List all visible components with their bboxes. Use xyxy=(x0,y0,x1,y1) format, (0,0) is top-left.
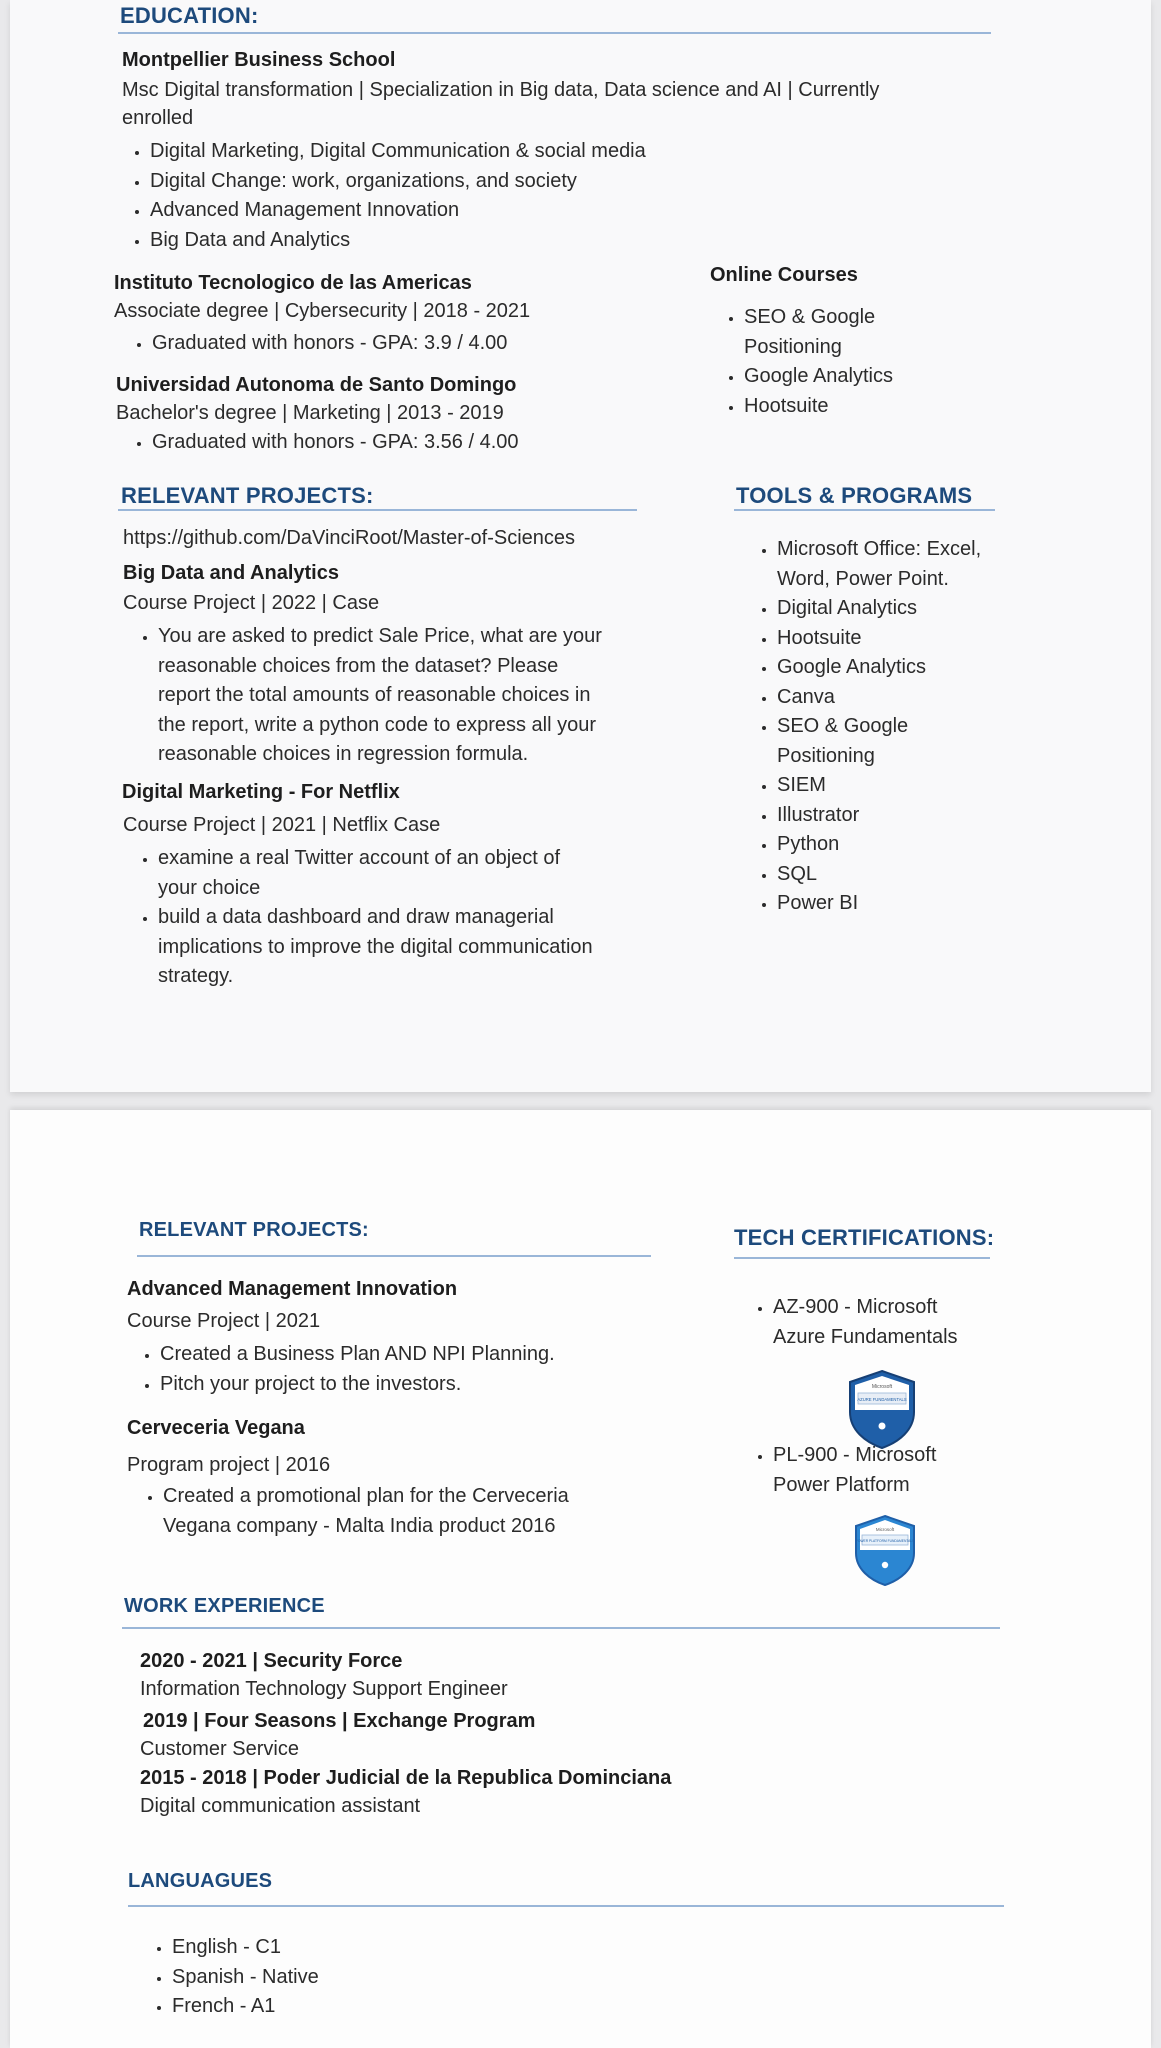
list-item: • Advanced Management Innovation xyxy=(150,196,646,226)
job-1-head: 2020 - 2021 | Security Force xyxy=(140,1650,403,1672)
education-heading: EDUCATION: xyxy=(120,3,259,28)
itla-notes xyxy=(126,329,507,359)
tools-list xyxy=(751,535,981,919)
list-item-cont: strategy. xyxy=(158,965,234,987)
languages-heading: LANGUAGUES xyxy=(128,1870,273,1892)
list-item: • Spanish - Native xyxy=(172,1963,319,1993)
list-item: • Hootsuite xyxy=(777,624,981,654)
uasd-notes xyxy=(126,428,519,458)
languages-rule xyxy=(128,1905,1004,1907)
list-item-cont: Power Platform xyxy=(773,1473,910,1496)
list-item: • PL-900 - Microsoft xyxy=(773,1441,936,1471)
school-montpellier: Montpellier Business School xyxy=(122,49,396,71)
list-item-cont: Word, Power Point. xyxy=(777,567,949,590)
list-item: • Illustrator xyxy=(777,801,981,831)
list-item: • Created a promotional plan for the Cerveceria xyxy=(163,1482,569,1512)
project-big-data-title: Big Data and Analytics xyxy=(123,562,339,584)
job-2-head: 2019 | Four Seasons | Exchange Program xyxy=(143,1710,536,1732)
list-item-cont: reasonable choices in regression formula. xyxy=(158,743,529,765)
list-item-cont: report the total amounts of reasonable choices in xyxy=(158,684,591,706)
projects-rule xyxy=(118,509,637,511)
list-item-cont: your choice xyxy=(158,876,261,899)
projects2-heading: RELEVANT PROJECTS: xyxy=(139,1219,369,1241)
project-ami-meta: Course Project | 2021 xyxy=(127,1310,321,1332)
project-netflix-title: Digital Marketing - For Netflix xyxy=(122,781,400,803)
list-item: • Google Analytics xyxy=(777,653,981,683)
azure-fundamentals-badge-icon xyxy=(844,1368,920,1450)
list-item-cont: reasonable choices from the dataset? Please xyxy=(158,654,559,677)
cert-pl-item xyxy=(747,1441,936,1500)
badge-az-label: AZURE FUNDAMENTALS xyxy=(857,1397,907,1402)
languages-list xyxy=(146,1933,319,2022)
job-3-head: 2015 - 2018 | Poder Judicial de la Republica Dominciana xyxy=(140,1767,672,1789)
school-uasd: Universidad Autonoma de Santo Domingo xyxy=(116,374,517,396)
badge-pl-label: POWER PLATFORM FUNDAMENTALS xyxy=(855,1539,915,1543)
list-item: • Canva xyxy=(777,683,981,713)
list-item: • SEO & Google xyxy=(777,712,981,742)
online-courses-heading: Online Courses xyxy=(710,264,858,286)
online-courses-list xyxy=(718,303,893,421)
degree-montpellier-cont: enrolled xyxy=(122,107,194,129)
list-item: • Digital Marketing, Digital Communication & social media xyxy=(150,137,646,167)
project-big-data-desc xyxy=(132,622,602,770)
list-item: • Graduated with honors - GPA: 3.9 / 4.00 xyxy=(152,329,507,359)
project-vegana-desc xyxy=(137,1482,569,1541)
list-item: • build a data dashboard and draw managerial xyxy=(158,903,593,933)
project-netflix-desc xyxy=(132,844,593,992)
list-item: • Power BI xyxy=(777,889,981,919)
project-ami-list xyxy=(134,1340,555,1399)
list-item: • SQL xyxy=(777,860,981,890)
job-2-role: Customer Service xyxy=(140,1738,299,1760)
degree-montpellier: Msc Digital transformation | Specialization in Big data, Data science and AI | Currently xyxy=(122,79,880,101)
list-item: • Microsoft Office: Excel, xyxy=(777,535,981,565)
degree-itla: Associate degree | Cybersecurity | 2018 - 2021 xyxy=(114,300,531,322)
project-ami-title: Advanced Management Innovation xyxy=(127,1278,458,1300)
projects-heading: RELEVANT PROJECTS: xyxy=(121,483,374,508)
list-item-cont: implications to improve the digital communication xyxy=(158,935,593,958)
projects2-rule xyxy=(137,1255,651,1257)
list-item: • French - A1 xyxy=(172,1992,319,2022)
list-item: • Digital Analytics xyxy=(777,594,981,624)
tools-heading: TOOLS & PROGRAMS xyxy=(736,483,973,508)
work-rule xyxy=(122,1627,1000,1629)
resume-page-1 xyxy=(10,0,1151,1092)
tools-rule xyxy=(734,509,995,511)
job-3-role: Digital communication assistant xyxy=(140,1795,421,1817)
degree-uasd: Bachelor's degree | Marketing | 2013 - 2019 xyxy=(116,402,504,424)
job-1-role: Information Technology Support Engineer xyxy=(140,1678,508,1700)
project-netflix-meta: Course Project | 2021 | Netflix Case xyxy=(123,814,441,836)
list-item: • examine a real Twitter account of an object of xyxy=(158,844,593,874)
list-item: • SEO & Google xyxy=(744,303,893,333)
list-item: • Digital Change: work, organizations, and society xyxy=(150,167,646,197)
list-item: • SIEM xyxy=(777,771,981,801)
list-item-cont: the report, write a python code to express all your xyxy=(158,713,597,736)
list-item: • AZ-900 - Microsoft xyxy=(773,1293,958,1323)
list-item: • Big Data and Analytics xyxy=(150,226,646,256)
list-item: • Google Analytics xyxy=(744,362,893,392)
list-item: • Pitch your project to the investors. xyxy=(160,1370,555,1400)
cert-az-item xyxy=(747,1293,958,1352)
badge-brand: Microsoft xyxy=(875,1527,895,1532)
work-heading: WORK EXPERIENCE xyxy=(124,1595,325,1617)
list-item-cont: Vegana company - Malta India product 2016 xyxy=(163,1514,556,1537)
school-itla: Instituto Tecnologico de las Americas xyxy=(114,272,472,294)
github-link[interactable]: https://github.com/DaVinciRoot/Master-of-Sciences xyxy=(123,527,576,549)
badge-brand: Microsoft xyxy=(871,1384,893,1390)
resume-page-2 xyxy=(10,1110,1151,2048)
certs-rule xyxy=(734,1257,990,1259)
list-item: • Python xyxy=(777,830,981,860)
project-vegana-meta: Program project | 2016 xyxy=(127,1454,331,1476)
list-item: • You are asked to predict Sale Price, what are your xyxy=(158,622,602,652)
list-item: • Created a Business Plan AND NPI Planning. xyxy=(160,1340,555,1370)
list-item-cont: Positioning xyxy=(744,335,842,358)
list-item: • Hootsuite xyxy=(744,392,893,422)
list-item-cont: Azure Fundamentals xyxy=(773,1325,958,1348)
certs-heading: TECH CERTIFICATIONS: xyxy=(734,1225,995,1250)
power-platform-badge-icon xyxy=(850,1513,920,1588)
education-rule xyxy=(118,32,991,34)
list-item-cont: Positioning xyxy=(777,744,875,767)
project-vegana-title: Cerveceria Vegana xyxy=(127,1417,305,1439)
list-item: • Graduated with honors - GPA: 3.56 / 4.00 xyxy=(152,428,519,458)
project-big-data-meta: Course Project | 2022 | Case xyxy=(123,592,380,614)
montpellier-course-list xyxy=(124,137,646,255)
list-item: • English - C1 xyxy=(172,1933,319,1963)
